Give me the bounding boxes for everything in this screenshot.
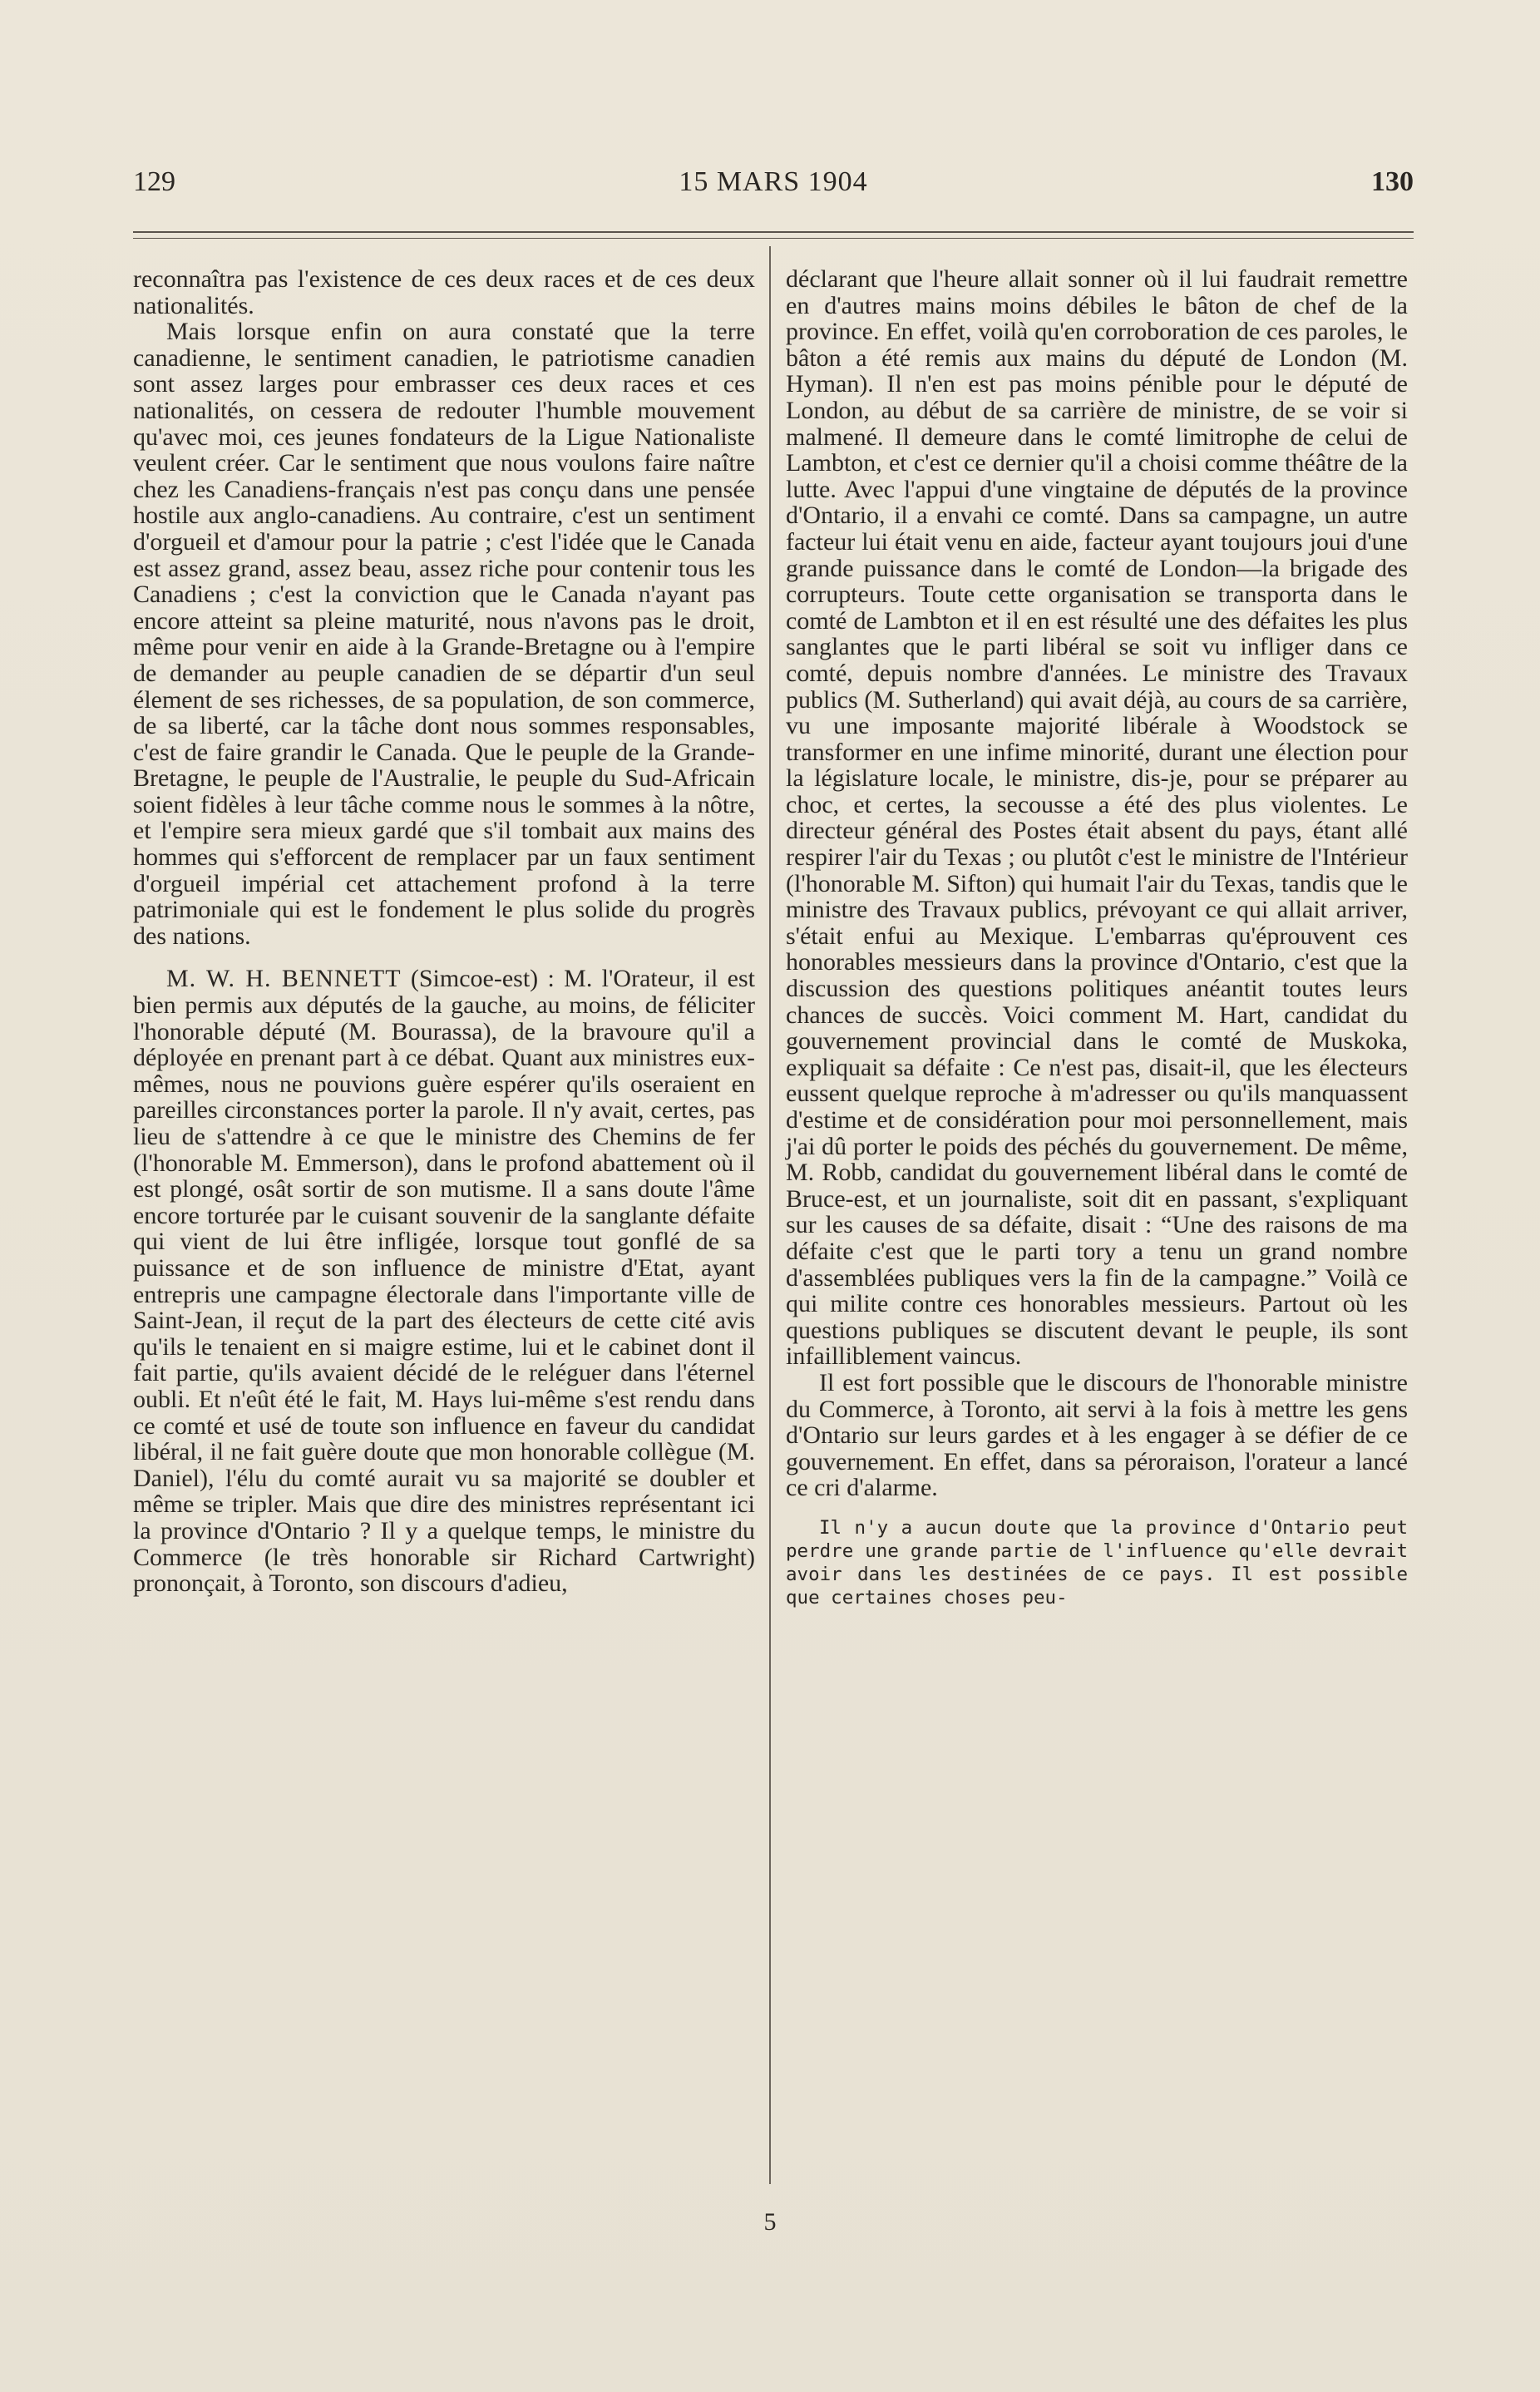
paragraph: reconnaîtra pas l'existence de ces deux races et de ces deux nationalités. [133, 265, 755, 319]
quoted-text: Il n'y a aucun doute que la province d'Ontario peut perdre une grande partie de l'influence qu'elle devrait avoir dans les destinées de ce pays. Il est possible que certaines choses peu- [786, 1516, 1408, 1609]
paragraph: Il est fort possible que le discours de l'honorable ministre du Commerce, à Toronto, ait servi à la fois à mettre les gens d'Ontario sur leurs gardes et à les engager à se défier de ce gouvernement. En effet, dans sa péroraison, l'orateur a lancé ce cri d'alarme. [786, 1368, 1408, 1502]
column-separator [769, 246, 771, 2184]
right-page-number: 130 [1371, 166, 1414, 197]
right-column [786, 266, 1408, 1609]
speech-paragraph [133, 966, 755, 1596]
left-page-number: 129 [133, 166, 175, 197]
page-header [133, 166, 1414, 216]
paragraph: Mais lorsque enfin on aura constaté que la terre canadienne, le sentiment canadien, le patriotisme canadien sont assez larges pour embrasser ces deux races et ces nationalités, on cessera de redouter l'humble mouvement qu'avec moi, ces jeunes fondateurs de la Ligue Nationaliste veulent créer. Car le sentiment que nous voulons faire naître chez les Canadiens-français n'est pas conçu dans une pensée hostile aux anglo-canadiens. Au contraire, c'est un sentiment d'orgueil et d'amour pour la patrie ; c'est l'idée que le Canada est assez grand, assez beau, assez riche pour contenir tous les Canadiens ; c'est la conviction que le Canada n'ayant pas encore atteint sa pleine maturité, nous n'avons pas le droit, même pour venir en aide à la Grande-Bretagne ou à l'empire de demander au peuple canadien de se départir d'un seul élement de ses richesses, de sa population, de son commerce, de sa liberté, car la tâche dont nous sommes responsables, c'est de faire grandir le Canada. Que le peuple de la Grande-Bretagne, le peuple de l'Australie, le peuple du Sud-Africain soient fidèles à leur tâche comme nous le sommes à la nôtre, et l'empire sera mieux gardé que s'il tombait aux mains des hommes qui s'efforcent de remplacer par un faux sentiment d'orgueil impérial cet attachement profond à la terre patrimoniale qui est le fondement le plus solide du progrès des nations. [133, 318, 755, 950]
paragraph: déclarant que l'heure allait sonner où il lui faudrait remettre en d'autres mains moins débiles le bâton de chef de la province. En effet, voilà qu'en corroboration de ces paroles, le bâton a été remis aux mains du député de London (M. Hyman). Il n'en est pas moins pénible pour le député de London, au début de sa carrière de ministre, de se voir si malmené. Il demeure dans le comté limitrophe de celui de Lambton, et c'est ce dernier qu'il a choisi comme théâtre de la lutte. Avec l'appui d'une vingtaine de députés de la province d'Ontario, il a envahi ce comté. Dans sa campagne, un autre facteur lui était venu en aide, facteur ayant toujours joui d'une grande puissance dans le comté de London—la brigade des corrupteurs. Toute cette organisation se transporta dans le comté de Lambton et il en est résulté une des défaites les plus sanglantes que le parti libéral se soit vu infliger dans ce comté, depuis nombre d'années. Le ministre des Travaux publics (M. Sutherland) qui avait déjà, au cours de sa carrière, vu une imposante majorité libérale à Woodstock se transformer en une infime minorité, durant une élection pour la législature locale, le ministre, dis-je, pour se préparer au choc, et certes, la secousse a été des plus violentes. Le directeur général des Postes était absent du pays, étant allé respirer l'air du Texas ; ou plutôt c'est le ministre de l'Intérieur (l'honorable M. Sifton) qui humait l'air du Texas, tandis que le ministre des Travaux publics, prévoyant ce qui allait arriver, s'était enfui au Mexique. L'embarras qu'éprouvent ces honorables messieurs dans la province d'Ontario, c'est que la discussion des questions politiques anéantit toutes leurs chances de succès. Voici comment M. Hart, candidat du gouvernement provincial dans le comté de Muskoka, expliquait sa défaite : Ce n'est pas, disait-il, que les électeurs eussent quelque reproche à m'adresser ou qu'ils manquassent d'estime et de considération pour moi personnellement, mais j'ai dû porter le poids des péchés du gouvernement. De même, M. Robb, candidat du gouvernement libéral dans le comté de Bruce-est, et un journaliste, soit dit en passant, s'expliquant sur les causes de sa défaite, disait : “Une des raisons de ma défaite c'est que le parti tory a tenu un grand nombre d'assemblées publiques vers la fin de la campagne.” Voilà ce qui milite contre ces honorables messieurs. Partout où les questions publiques se discutent devant le peuple, ils sont infailliblement vaincus. [786, 265, 1408, 1371]
speaker-name: M. W. H. BENNETT [166, 965, 402, 993]
signature-mark: 5 [763, 2208, 777, 2236]
header-rule-bottom [133, 238, 1414, 239]
header-rule-top [133, 231, 1414, 233]
left-column [133, 266, 755, 1597]
page-title: 15 MARS 1904 [679, 166, 868, 197]
speech-text: (Simcoe-est) : M. l'Orateur, il est bien permis aux députés de la gauche, au moins, de féliciter l'honorable député (M. Bourassa), de la bravoure qu'il a déployée en prenant part à ce débat. Quant aux ministres eux-mêmes, nous ne pouvions guère espérer qu'ils oseraient en pareilles circonstances porter la parole. Il n'y avait, certes, pas lieu de s'attendre à ce que le ministre des Chemins de fer (l'honorable M. Emmerson), dans le profond abattement où il est plongé, osât sortir de son mutisme. Il a sans doute l'âme encore torturée par le cuisant souvenir de la sanglante défaite qui vient de lui être infligée, lorsque tout gonflé de sa puissance et de son influence de ministre d'Etat, ayant entrepris une campagne électorale dans l'importante ville de Saint-Jean, il reçut de la part des électeurs de cette cité avis qu'ils le tenaient en si maigre estime, lui et le cabinet dont il fait partie, qu'ils avaient décidé de le reléguer dans l'éternel oubli. Et n'eût été le fait, M. Hays lui-même s'est rendu dans ce comté et usé de toute son influence en faveur du candidat libéral, il ne fait guère doute que mon honorable collègue (M. Daniel), l'élu du comté aurait vu sa majorité se doubler et même se tripler. Mais que dire des ministres représentant ici la province d'Ontario ? Il y a quelque temps, le ministre du Commerce (le très honorable sir Richard Cartwright) prononçait, à Toronto, son discours d'adieu, [133, 965, 756, 1598]
